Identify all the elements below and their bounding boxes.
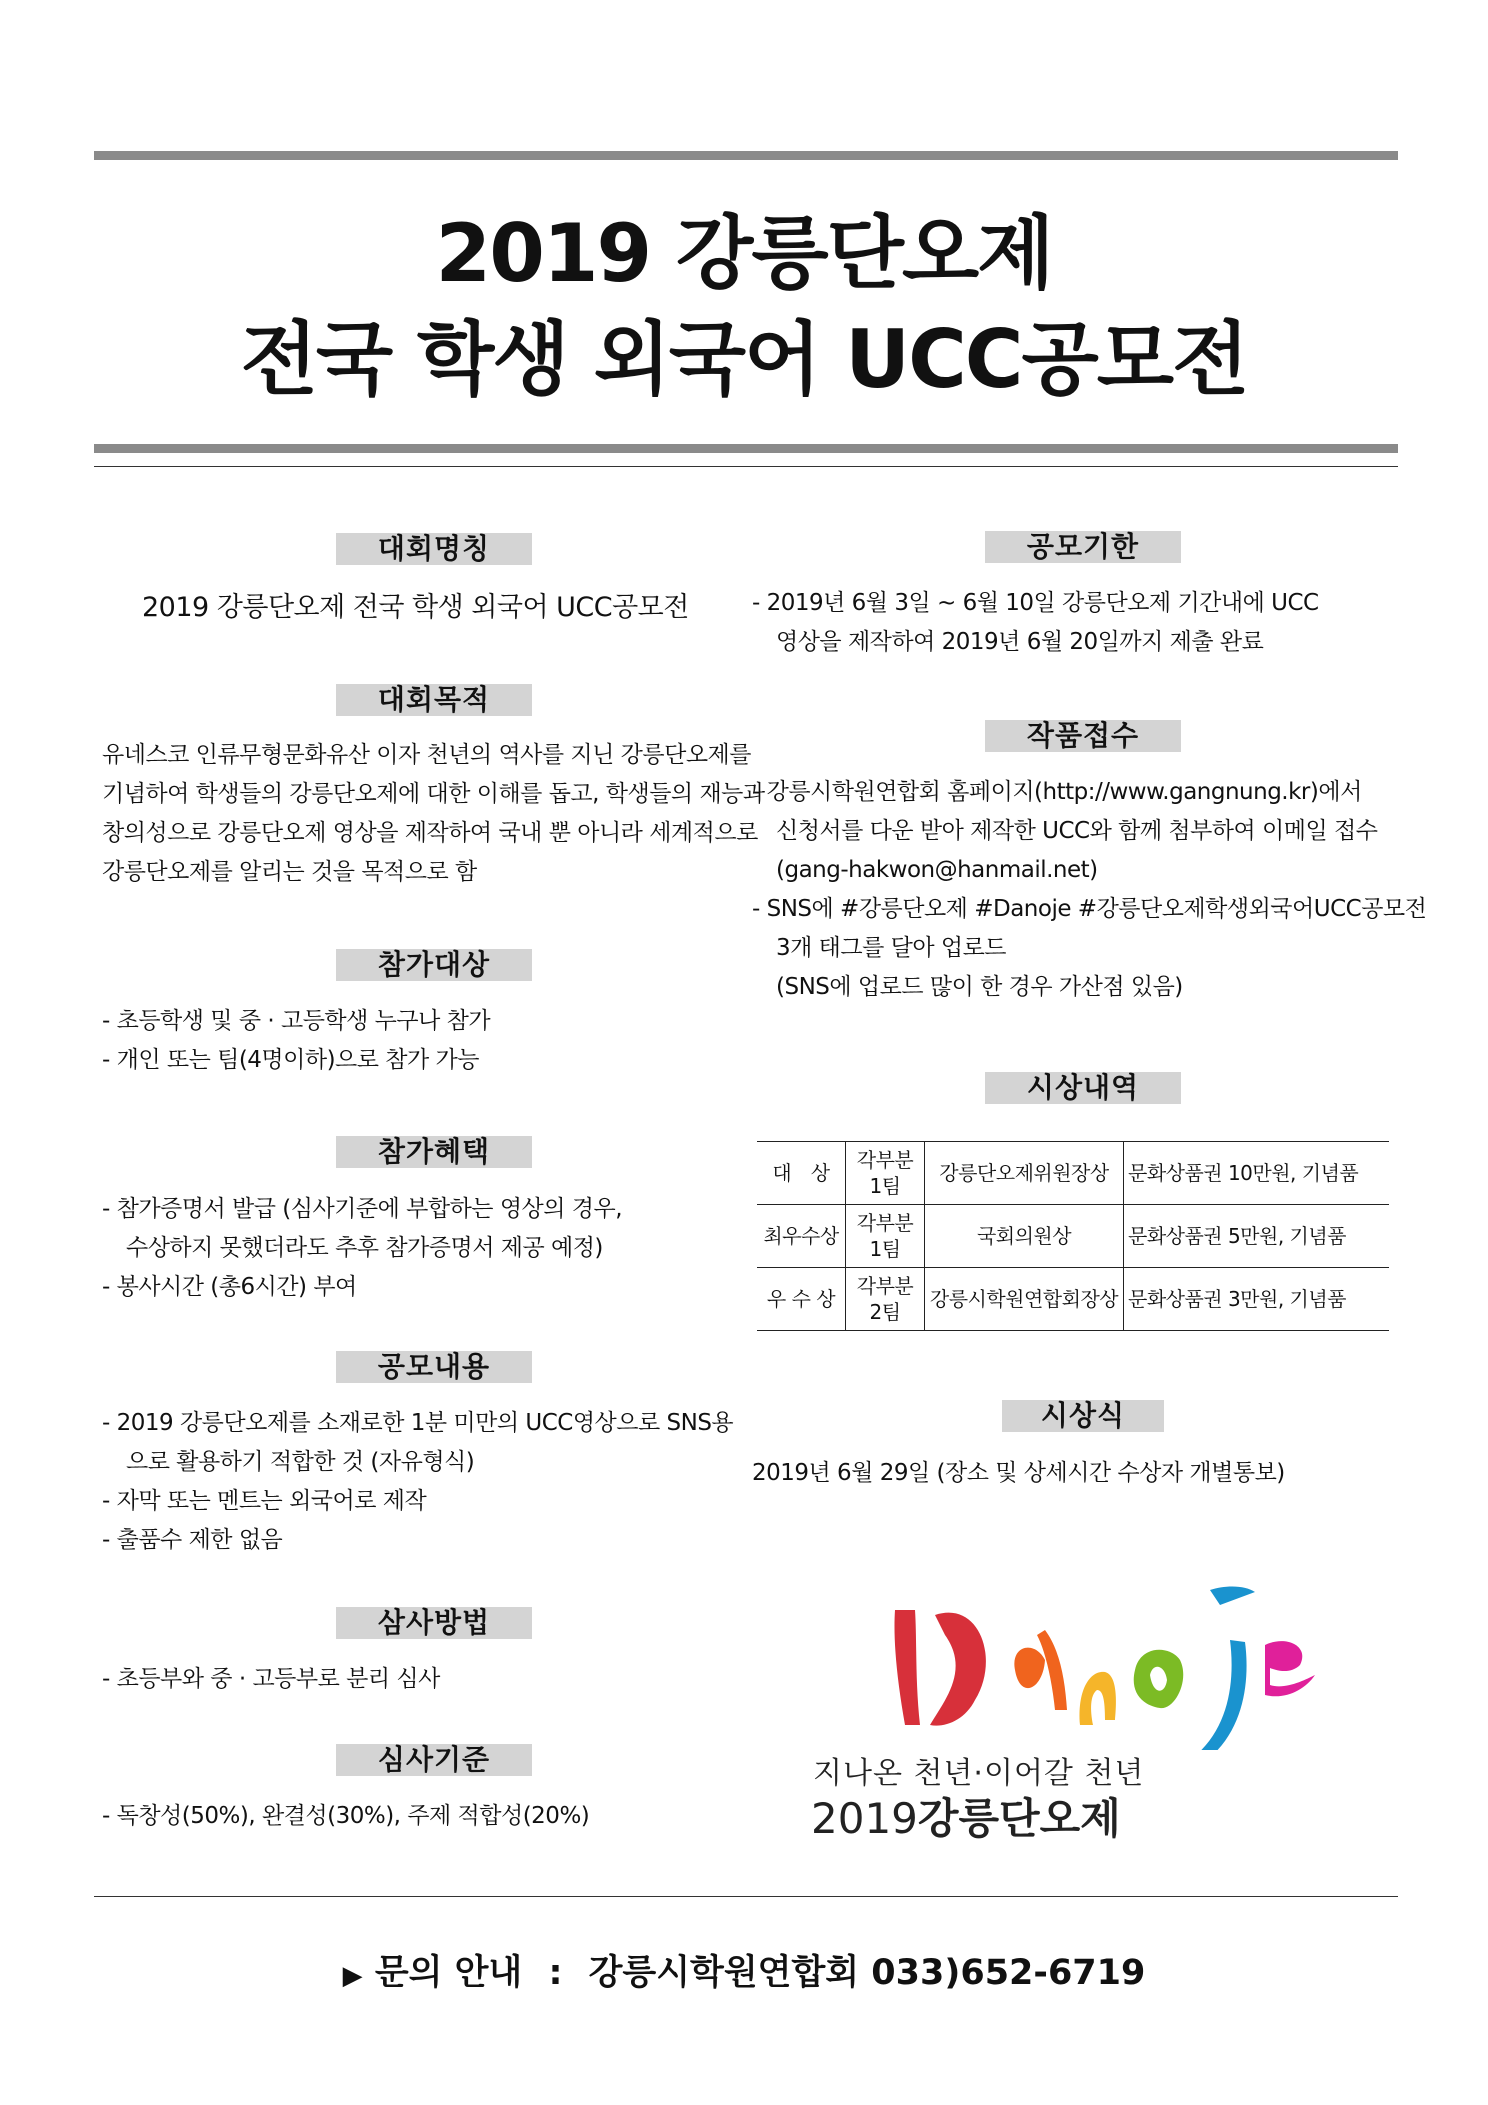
table-row [757,1205,1389,1268]
text-line: - 개인 또는 팀(4명이하)으로 참가 가능 [102,1047,479,1073]
text-line: 수상하지 못했더라도 추후 참가증명서 제공 예정) [126,1235,603,1261]
method-text [102,1660,440,1699]
text-line: - 강릉시학원연합회 홈페이지(http://www.gangnung.kr)에서 [752,779,1362,805]
award-title: 강릉단오제위원장상 [925,1142,1124,1205]
award-name: 최우수상 [757,1205,846,1268]
section-heading-content: 공모내용 [336,1351,532,1383]
contact-separator: : [548,1953,563,1993]
text-line: - 자막 또는 멘트는 외국어로 제작 [102,1488,427,1514]
section-heading-name: 대회명칭 [336,533,532,565]
text-line: - 출품수 제한 없음 [102,1527,283,1553]
footer-divider [94,1896,1398,1897]
contest-name: 2019 강릉단오제 전국 학생 외국어 UCC공모전 [142,592,689,623]
text-line: (SNS에 업로드 많이 한 경우 가산점 있음) [776,974,1183,1000]
text-line: - 봉사시간 (총6시간) 부여 [102,1274,357,1300]
text-line: 강릉단오제를 알리는 것을 목적으로 함 [102,859,477,885]
awards-table [757,1141,1389,1331]
section-heading-ceremony: 시상식 [1002,1400,1164,1432]
text-line: 으로 활용하기 적합한 것 (자유형식) [126,1449,475,1475]
text-line: - 독창성(50%), 완결성(30%), 주제 적합성(20%) [102,1803,590,1829]
deadline-text [752,584,1319,662]
benefit-text [102,1190,622,1307]
section-heading-awards: 시상내역 [985,1072,1181,1104]
award-name: 우 수 상 [757,1268,846,1331]
divider [94,466,1398,467]
section-heading-criteria: 심사기준 [336,1744,532,1776]
section-heading-benefit: 참가혜택 [336,1136,532,1168]
award-count [846,1205,925,1268]
target-text [102,1002,490,1080]
award-prize: 문화상품권 3만원, 기념품 [1124,1268,1390,1331]
section-heading-submission: 작품접수 [985,720,1181,752]
award-division: 각부분 [856,1211,914,1235]
text-line: 3개 태그를 달아 업로드 [776,935,1007,961]
logo-name: 강릉단오제 [917,1794,1121,1843]
text-line: - 초등부와 중 · 고등부로 분리 심사 [102,1666,440,1692]
contact-info [0,1945,1488,1995]
text-line: 유네스코 인류무형문화유산 이자 천년의 역사를 지닌 강릉단오제를 [102,742,751,768]
text-line: 신청서를 다운 받아 제작한 UCC와 함께 첨부하여 이메일 접수 [776,818,1378,844]
award-prize: 문화상품권 5만원, 기념품 [1124,1205,1390,1268]
danoje-logo [805,1550,1325,1843]
text-line: - SNS에 #강릉단오제 #Danoje #강릉단오제학생외국어UCC공모전 [752,896,1427,922]
award-prize: 문화상품권 10만원, 기념품 [1124,1142,1390,1205]
text-line: - 2019 강릉단오제를 소재로한 1분 미만의 UCC영상으로 SNS용 [102,1410,734,1436]
section-heading-method: 삼사방법 [336,1607,532,1639]
award-title: 강릉시학원연합회장상 [925,1268,1124,1331]
bottom-title-rule [94,444,1398,453]
contact-label: 문의 안내 [374,1953,523,1993]
logo-title [811,1786,1121,1846]
submission-text [752,773,1426,1007]
logo-tagline: 지나온 천년·이어갈 천년 [813,1756,1145,1791]
arrow-right-icon: ▶ [342,1961,363,1991]
award-division: 각부분 [856,1274,914,1298]
text-line: 기념하여 학생들의 강릉단오제에 대한 이해를 돕고, 학생들의 재능과 [102,781,765,807]
section-heading-deadline: 공모기한 [985,531,1181,563]
danoje-wordmark-graphic [805,1550,1325,1750]
content-text [102,1404,733,1560]
email-text: (gang-hakwon@hanmail.net) [776,857,1098,883]
section-heading-purpose: 대회목적 [336,684,532,716]
award-teams: 1팀 [869,1174,901,1198]
contact-phone: 033)652-6719 [871,1953,1146,1993]
section-heading-target: 참가대상 [336,949,532,981]
award-count [846,1142,925,1205]
text-line: 영상을 제작하여 2019년 6월 20일까지 제출 완료 [776,629,1264,655]
title-line-2: 전국 학생 외국어 UCC공모전 [240,313,1248,406]
award-count [846,1268,925,1331]
ceremony-text: 2019년 6월 29일 (장소 및 상세시간 수상자 개별통보) [752,1460,1285,1486]
purpose-text [102,736,765,892]
table-row [757,1268,1389,1331]
award-teams: 2팀 [869,1300,901,1324]
top-rule [94,151,1398,160]
contact-org: 강릉시학원연합회 [588,1953,860,1993]
logo-year: 2019 [811,1794,918,1843]
text-line: - 참가증명서 발급 (심사기준에 부합하는 영상의 경우, [102,1196,623,1222]
award-name: 대 상 [757,1142,846,1205]
award-title: 국회의원상 [925,1205,1124,1268]
criteria-text [102,1797,589,1836]
award-teams: 1팀 [869,1237,901,1261]
text-line: 창의성으로 강릉단오제 영상을 제작하여 국내 뿐 아니라 세계적으로 [102,820,758,846]
text-line: - 초등학생 및 중 · 고등학생 누구나 참가 [102,1008,491,1034]
table-row [757,1142,1389,1205]
title-line-1: 2019 강릉단오제 [435,207,1053,300]
text-line: - 2019년 6월 3일 ~ 6월 10일 강릉단오제 기간내에 UCC [752,590,1319,616]
award-division: 각부분 [856,1148,914,1172]
